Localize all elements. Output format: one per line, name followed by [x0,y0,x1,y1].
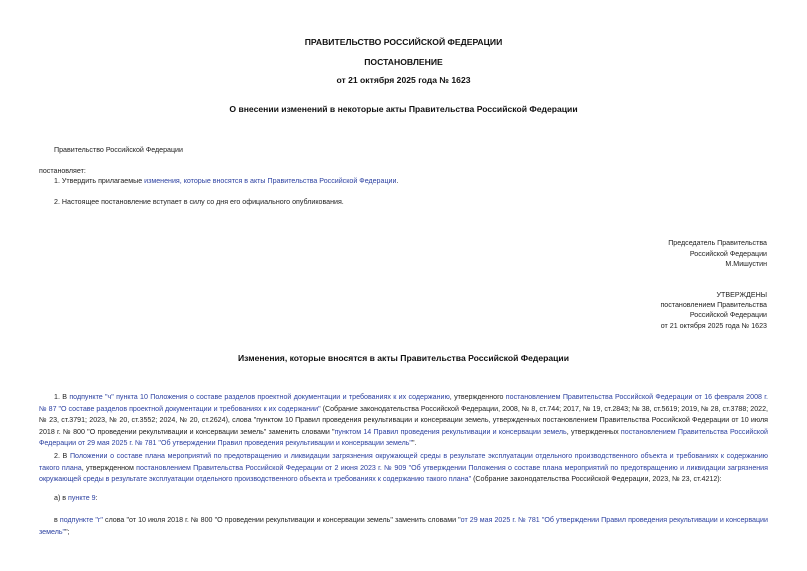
p4-link-subpoint-g[interactable]: подпункте "г" [59,516,103,524]
p1-text-3: (Собрание законодательства Российской Федерации, 2008, № 8, ст.744; 2017, № 19, ст.2843; № 38, ст.5619; 2019, № 28, ст.3788; 2022, № 23, ст.3791; 2023, № 20, ст.3552; 2024, № 20, ст.2624), слова "пунктом 10 Правил проведения рекультивации и консервации земель, утвержденных постановлением Правительства Российской Федерации от 10 июля 2018 г. № 800 "О проведении рекультивации и консервации земель" заменить словами " [39,404,769,436]
p1-link-resolution-781[interactable]: постановлением Правительства Российской Федерации от 29 мая 2025 г. № 781 "Об утверждении Правил проведения рекультивации и консервации земель" [39,427,769,447]
signature-name: М.Мишустин [725,260,767,268]
p3-link-point-9[interactable]: пункте 9 [68,494,96,502]
org-heading: ПРАВИТЕЛЬСТВО РОССИЙСКОЙ ФЕДЕРАЦИИ [304,37,503,47]
p4-text-2: слова "от 10 июля 2018 г. № 800 "О проведении рекультивации и консервации земель" заменить словами " [102,516,461,524]
item-1-prefix: 1. Утвердить прилагаемые [54,177,145,185]
p2-text-1: 2. В [54,452,70,460]
change-paragraph-2 [39,451,768,486]
approval-line-4: от 21 октября 2025 года № 1623 [660,322,767,330]
item-1 [54,176,398,188]
changes-title: Изменения, которые вносятся в акты Правительства Российской Федерации [237,353,569,363]
p1-text-5: ". [411,439,417,447]
p2-text-2: , утвержденном [81,463,137,472]
p4-text-1: в [54,516,60,524]
signature-line-1: Председатель Правительства [668,239,767,247]
item-1-suffix: . [396,177,399,185]
item-2: 2. Настоящее постановление вступает в силу со дня его официального опубликования. [54,198,344,206]
p1-link-resolution-87[interactable]: постановлением Правительства Российской Федерации от 16 февраля 2008 г. № 87 "О составе разделов проектной документации и требованиях к их содержании" [39,393,768,413]
decides-text: постановляет: [39,167,86,175]
p1-text-1: 1. В [54,393,70,401]
p4-link-resolution-781[interactable]: от 29 мая 2025 г. № 781 "Об утверждении Правил проведения рекультивации и консервации земель" [39,516,768,536]
p1-link-subpoint[interactable]: подпункте "ч" пункта 10 Положения о составе разделов проектной документации и требованиях к их содержанию [69,393,450,401]
approval-line-1: УТВЕРЖДЕНЫ [716,291,767,299]
change-paragraph-4 [39,515,768,538]
changes-link[interactable]: изменения, которые вносятся в акты Правительства Российской Федерации [144,177,397,185]
p1-link-point-14[interactable]: пунктом 14 Правил проведения рекультивации и консервации земель [334,427,567,436]
doc-type-heading: ПОСТАНОВЛЕНИЕ [364,57,443,67]
signature-line-2: Российской Федерации [689,250,767,258]
p4-text-3: "; [65,527,70,536]
date-number-heading: от 21 октября 2025 года № 1623 [336,75,471,85]
p3-text-2: : [95,494,98,502]
p1-text-4: , утвержденных [566,427,621,436]
approval-line-2: постановлением Правительства [660,301,767,309]
approval-line-3: Российской Федерации [689,311,767,319]
change-paragraph-3 [54,493,98,505]
issuer-text: Правительство Российской Федерации [54,146,183,154]
p2-link-resolution-909[interactable]: постановлением Правительства Российской Федерации от 2 июня 2023 г. № 909 "Об утверждении Положения о составе плана мероприятий по предотвращению и ликвидации загрязнения окружающей среды в результате эксплуатации отдельного производственного объекта и требованиях к содержанию такого плана" [39,463,768,483]
p3-text-1: а) в [54,494,69,502]
document-title: О внесении изменений в некоторые акты Правительства Российской Федерации [229,104,578,114]
p2-link-regulation[interactable]: Положении о составе плана мероприятий по предотвращению и ликвидации загрязнения окружающей среды в результате эксплуатации отдельного производственного объекта и требованиях к содержанию такого плана [39,452,768,472]
p1-text-2: , утвержденного [449,393,506,401]
change-paragraph-1 [39,392,768,450]
p2-text-3: (Собрание законодательства Российской Федерации, 2023, № 23, ст.4212): [471,475,722,483]
